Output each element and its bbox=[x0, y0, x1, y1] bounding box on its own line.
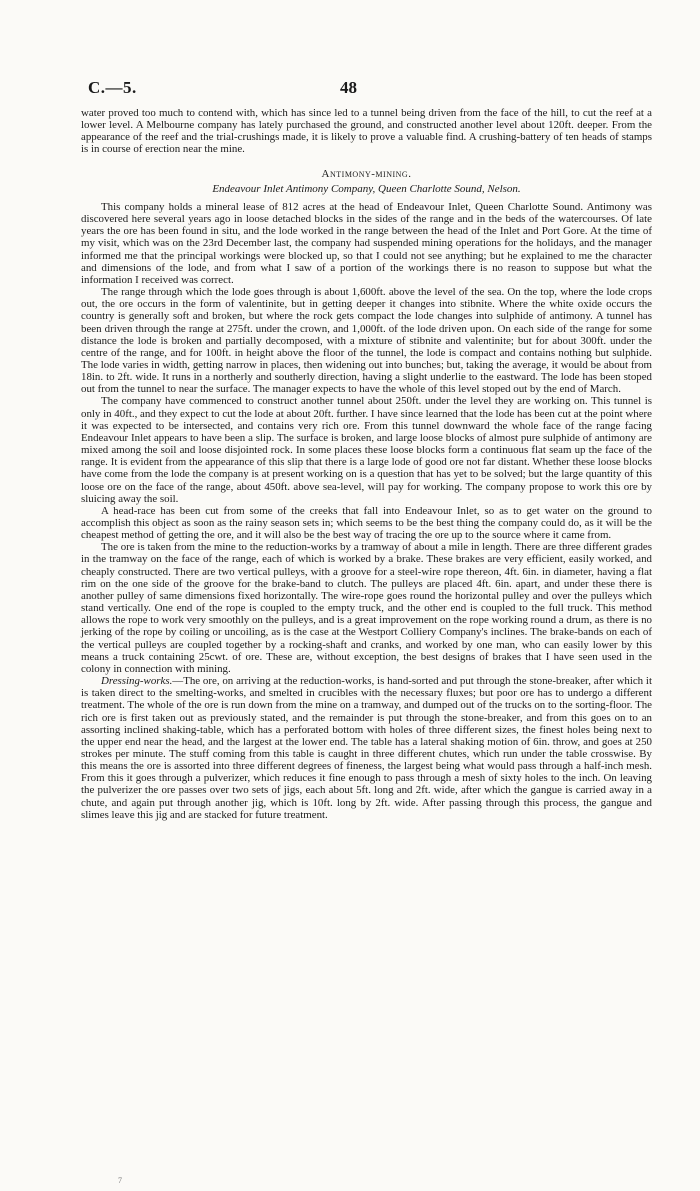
body-paragraph: The company have commenced to construct another tunnel about 250ft. under the level they are working on. This tunnel is only in 40ft., and they expect to cut the lode at about 20ft. further. I have since learned that the lode has been cut at the point where it was expected to be intersected, and contains very rich ore. From this tunnel downward the whole face of the range facing Endeavour Inlet appears to have been a slip. The surface is broken, and large loose blocks of almost pure sulphide of antimony are mixed among the soil and loose disjointed rock. In some places these loose blocks form a continuous flat seam up the face of the range. It is evident from the appearance of this slip that there is a large lode of good ore not far distant. Whether these loose blocks have come from the lode the company is at present working on is a question that has yet to be solved; but the large quantity of this loose ore on the face of the range, about 450ft. above sea-level, will pay for working. The company propose to work this ore by sluicing away the soil. bbox=[81, 395, 652, 505]
page-header bbox=[88, 78, 648, 98]
body-paragraph: This company holds a mineral lease of 812 acres at the head of Endeavour Inlet, Queen Charlotte Sound. Antimony was discovered here several years ago in loose detached blocks in the sides of the range and in the beds of the watercourses. Of late years the ore has been found in situ, and the lode worked in the range between the head of the Inlet and Port Gore. At the time of my visit, which was on the 23rd December last, the company had suspended mining operations for the holidays, and the manager informed me that the principal workings were blocked up, so that I could not see anything; but he explained to me the character and dimensions of the lode, and from what I saw of a portion of the workings there is no reason to suppose but what the information I received was correct. bbox=[81, 200, 652, 286]
body-paragraph: A head-race has been cut from some of the creeks that fall into Endeavour Inlet, so as to get water on the ground to accomplish this object as soon as the rainy season sets in; which seems to be the best thing the company could do, as it will be the cheapest method of getting the ore, and it will also be the best way of tracing the ore up to the source where it came from. bbox=[81, 504, 652, 542]
subsection-title: Endeavour Inlet Antimony Company, Queen Charlotte Sound, Nelson. bbox=[212, 182, 521, 195]
document-body bbox=[81, 107, 652, 821]
document-reference: C.—5. bbox=[88, 78, 137, 97]
page-number: 48 bbox=[340, 78, 357, 97]
continued-paragraph: water proved too much to contend with, which has since led to a tunnel being driven from the face of the hill, to cut the reef at a lower level. A Melbourne company has lately purchased the ground, and constructed another level about 120ft. deeper. From the appearance of the reef and the trial-crushings made, it is likely to prove a valuable find. A crushing-battery of ten heads of stamps is in course of erection near the mine. bbox=[81, 107, 652, 156]
body-paragraph: The ore is taken from the mine to the reduction-works by a tramway of about a mile in length. There are three different grades in the tramway on the face of the range, each of which is worked by a brake. These brakes are very efficient, easily worked, and cheaply constructed. There are two vertical pulleys, with a groove for a steel-wire rope thereon, 4ft. 6in. in diameter, having a flat rim on the one side of the groove for the brake-band to clutch. The pulleys are placed 4ft. 6in. apart, and under these there is another pulley of same dimensions fixed horizontally. The wire-rope goes round the horizontal pulley and over the pulleys which stand vertically. One end of the rope is coupled to the empty truck, and the other end is coupled to the full truck. This method allows the rope to work very smoothly on the pulleys, and is a great improvement on the rope working round a drum, as there is no jerking of the rope by coiling or uncoiling, as is the case at the Westport Colliery Company's inclines. The brake-bands on each of the vertical pulleys are coupled together by a rocking-shaft and cranks, and worked by one man, who can easily lower by this means a truck containing 25cwt. of ore. These are, without exception, the best designs of brakes that I have seen used in the colony in connection with mining. bbox=[81, 541, 652, 675]
body-paragraph: The range through which the lode goes through is about 1,600ft. above the level of the sea. On the top, where the lode crops out, the ore occurs in the form of valentinite, but in getting deeper it changes into stibnite. Where the white oxide occurs the country is generally soft and broken, but where the rock gets compact the lode changes into sulphide of antimony. A tunnel has been driven through the range at 275ft. under the crown, and 1,000ft. of the lode driven upon. On each side of the range for some distance the lode is broken and partially decomposed, with a mixture of stibnite and valentinite; but for about 300ft. under the centre of the range, and for 100ft. in height above the floor of the tunnel, the lode is compact and contains nothing but sulphide. The lode varies in width, getting narrow in places, then widening out into bunches; but, taking the average, it would be about from 18in. to 2ft. wide. It runs in a northerly and southerly direction, having a slight underlie to the eastward. The lode has been stoped out from the tunnel to near the surface. The manager expects to have the whole of this level stoped out by the end of March. bbox=[81, 286, 652, 396]
run-in-heading: Dressing-works. bbox=[101, 675, 173, 688]
dressing-works-paragraph bbox=[81, 675, 652, 821]
dressing-works-text: —The ore, on arriving at the reduction-works, is hand-sorted and put through the stone-breaker, after which it is taken direct to the smelting-works, and smelted in crucibles with the necessary fluxes; but poor ore has to undergo a different treatment. The whole of the ore is run down from the mine on a tramway, and dumped out of the trucks on to the sorting-floor. The rich ore is first taken out as previously stated, and the remainder is put through the stone-breaker, and from this goes on to an assorting inclined shaking-table, which has a perforated bottom with holes of three different sizes, the finest holes being next to the upper end near the head, and the largest at the lower end. The table has a lateral shaking motion of 6in. throw, and goes at 250 strokes per minute. The stuff coming from this table is caught in three different chutes, which run under the table crosswise. By this means the ore is assorted into three different degrees of fineness, the largest being what would pass through a half-inch mesh. From this it goes through a pulverizer, which reduces it fine enough to pass through a mesh of sixty holes to the inch. On leaving the pulverizer the ore passes over two sets of jigs, each about 5ft. long and 2ft. wide, after which the gangue is carried away in a chute, and again put through another jig, which is 10ft. long by 2ft. wide. After passing through this process, the gangue and slimes leave this jig and are stacked for future treatment. bbox=[81, 675, 652, 821]
section-title: Antimony-mining. bbox=[321, 167, 412, 180]
footer-mark: 7 bbox=[118, 1176, 122, 1185]
